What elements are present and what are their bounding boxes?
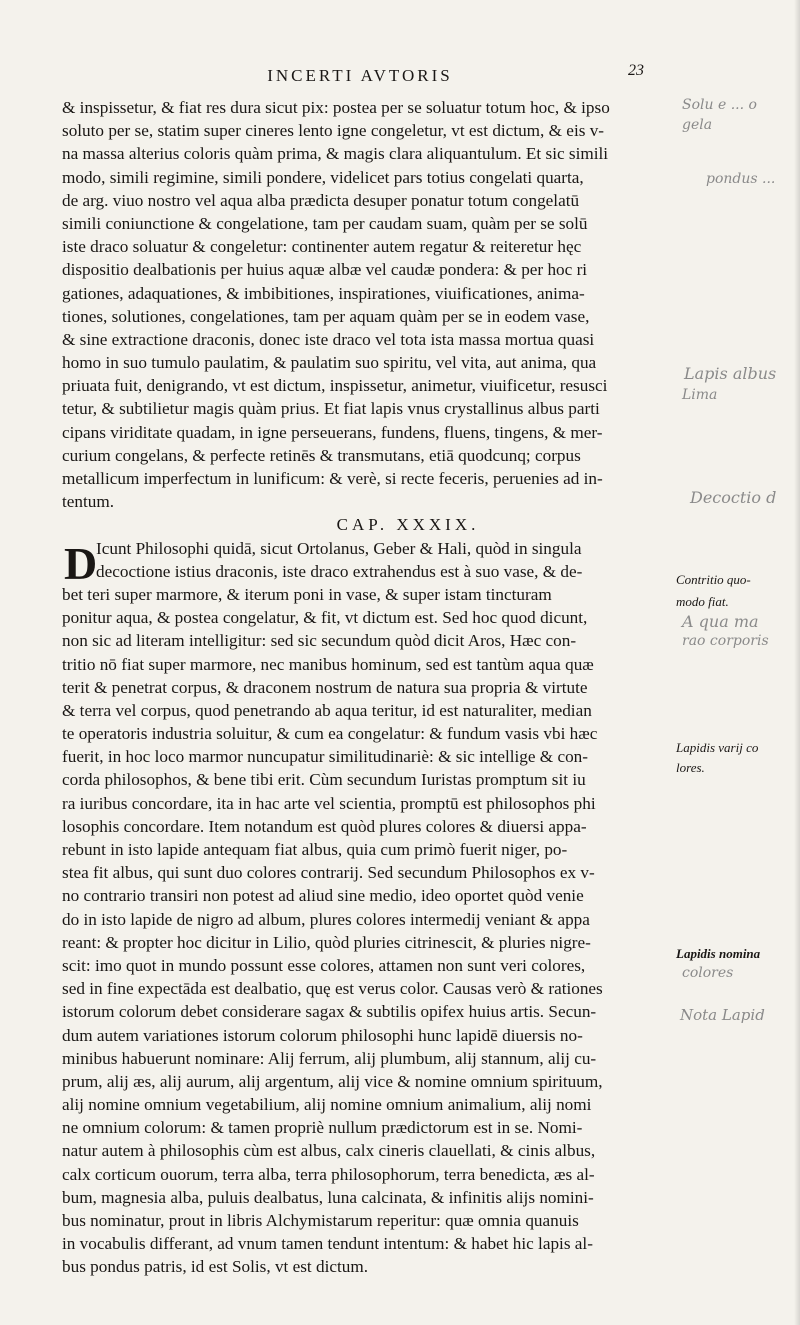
text-line: metallicum imperfectum in lunificum: & verè, si recte feceris, peruenies ad in- bbox=[62, 469, 603, 488]
text-line: calx corticum ouorum, terra alba, terra philosophorum, terra benedicta, æs al- bbox=[62, 1164, 595, 1184]
text-line: corda philosophos, & bene tibi erit. Cùm secundum Iuristas promptum sit iu bbox=[62, 770, 586, 790]
text-line: gationes, adaquationes, & imbibitiones, inspirationes, viuificationes, anima- bbox=[62, 283, 585, 303]
text-line: no contrario transiri non potest ad aliud sine medio, ideo oportet quòd venie bbox=[62, 886, 584, 906]
text-line: fuerit, in hoc loco marmor nuncupatur similitudinariè: & sic intellige & con- bbox=[62, 747, 588, 767]
text-line: non sic ad literam intelligitur: sed sic secundum quòd dicit Aros, Hæc con- bbox=[62, 631, 577, 651]
text-line: bus pondus patris, id est Solis, vt est dictum. bbox=[62, 1257, 369, 1277]
text-line: na massa alterius coloris quàm prima, & magis clara aliquantulum. Et sic simili bbox=[62, 144, 609, 164]
handwritten-note: Lima bbox=[682, 387, 718, 403]
margin-notes bbox=[676, 0, 800, 1325]
text-line: simili coniunctione & congelatione, tam per caudam suam, quàm per se solū bbox=[62, 213, 588, 233]
folio-number: 23 bbox=[628, 62, 644, 79]
text-line: homo in suo tumulo paulatim, & paulatim suo spiritu, vel vita, aut anima, qua bbox=[62, 353, 597, 373]
text-line: tiones, solutiones, congelationes, tam per aquam quàm per se in eodem vase, bbox=[62, 306, 590, 326]
chapter-heading: CAP. XXXIX. bbox=[336, 515, 480, 535]
chapter-paragraph bbox=[62, 537, 674, 1279]
text-line: natur autem à philosophis cùm est albus, calx cineris clauellati, & cinis albus, bbox=[62, 1141, 596, 1161]
handwritten-note: Nota Lapid bbox=[680, 1006, 765, 1024]
text-line: ra iuribus concordare, ita in hac arte vel scientia, promptū est philosophos phi bbox=[62, 793, 596, 813]
handwritten-note: Decoctio d bbox=[690, 488, 777, 507]
handwritten-note: A qua ma bbox=[682, 612, 759, 631]
text-line: bum, magnesia alba, puluis dealbatus, luna calcinata, & infinitis alijs nomini- bbox=[62, 1187, 594, 1207]
text-line: ne omnium colorum: & tamen propriè nullum prædictorum est in se. Nomi- bbox=[62, 1118, 583, 1138]
text-line: sed in fine expectāda est dealbatio, quę est verus color. Causas verò & rationes bbox=[62, 979, 603, 999]
text-line: Icunt Philosophi quidā, sicut Ortolanus, Geber & Hali, quòd in singula bbox=[96, 538, 582, 558]
margin-note-contritio: Contritio quo- bbox=[676, 572, 751, 587]
paragraph-continued bbox=[62, 96, 674, 513]
text-line: alij nomine omnium vegetabilium, alij nomine omnium animalium, alij nomi bbox=[62, 1095, 592, 1115]
margin-note-contritio-2: modo fiat. bbox=[676, 594, 729, 609]
text-line: istorum colorum debet considerare sagax & subtilis opifex huius artis. Secun- bbox=[62, 1002, 597, 1022]
text-line: dum autem variationes istorum colorum philosophi hunc lapidē diuersis no- bbox=[62, 1025, 583, 1045]
text-line: tetur, & subtilietur magis quàm prius. Et fiat lapis vnus crystallinus albus parti bbox=[62, 399, 600, 419]
drop-cap: D bbox=[64, 537, 98, 589]
handwritten-note: colores bbox=[682, 965, 734, 981]
text-line: in vocabulis differant, ad vnum tamen tendunt intentum: & habet hic lapis al- bbox=[62, 1234, 593, 1254]
text-line: tritio nō fiat super marmore, nec manibus hominum, sed est tantùm aqua quæ bbox=[62, 654, 594, 674]
text-line: scit: imo quot in mundo possunt esse colores, attamen non sunt veri colores, bbox=[62, 955, 586, 975]
text-line: priuata fuit, denigrando, vt est dictum, inspissetur, animetur, viuificetur, resusci bbox=[62, 376, 608, 396]
handwritten-note: Solu e ... o bbox=[682, 97, 757, 113]
text-line: & inspissetur, & fiat res dura sicut pix: postea per se soluatur totum hoc, & ipso bbox=[62, 98, 610, 117]
text-line: modo, simili regimine, simili pondere, videlicet pars totius congelati quarta, bbox=[62, 167, 584, 187]
chapter-lines bbox=[62, 537, 674, 1279]
text-line: te operatoris industria soluitur, & cum ea congelatur: & fundum vasis vbi hæc bbox=[62, 724, 598, 744]
text-line: curium congelans, & perfecte retinēs & transmutans, etiā quodcunq; corpus bbox=[62, 445, 581, 465]
text-line: iste draco soluatur & congeletur: continenter autem regatur & reiteretur hęc bbox=[62, 237, 582, 257]
text-line: reant: & propter hoc dicitur in Lilio, quòd pluries citrinescit, & pluries nigre- bbox=[62, 932, 591, 952]
text-line: rebunt in isto lapide antequam fiat albus, quia cum primò fuerit niger, po- bbox=[62, 840, 568, 859]
text-line: dispositio dealbationis per huius aquæ albæ vel caudæ pondera: & per hoc ri bbox=[62, 260, 588, 280]
text-line: decoctione istius draconis, iste draco extrahendus est à suo vase, & de- bbox=[96, 561, 583, 581]
text-line: de arg. viuo nostro vel aqua alba prædicta desuper ponatur totum congelatū bbox=[62, 190, 580, 210]
text-line: tentum. bbox=[62, 492, 115, 512]
handwritten-note: Lapis albus bbox=[684, 364, 777, 383]
text-line: minibus habuerunt nominare: Alij ferrum, alij plumbum, alij stannum, alij cu- bbox=[62, 1048, 597, 1068]
text-line: prum, alij æs, alij aurum, alij argentum, alij vice & nomine omnium spirituum, bbox=[62, 1071, 603, 1091]
handwritten-note: gela bbox=[682, 117, 713, 133]
margin-note-colores-2: lores. bbox=[676, 760, 705, 775]
text-line: & terra vel corpus, quod penetrando ab aqua teritur, id est naturaliter, median bbox=[62, 700, 592, 720]
margin-note-nomina: Lapidis nomina bbox=[676, 946, 761, 961]
text-line: bet teri super marmore, & iterum poni in vase, & super istam tincturam bbox=[62, 584, 552, 604]
text-line: cipans viriditate quadam, in igne perseuerans, fundens, fluens, tingens, & mer- bbox=[62, 422, 603, 442]
text-line: stea fit albus, qui sunt duo colores contrarij. Sed secundum Philosophos ex v- bbox=[62, 863, 595, 883]
text-line: ponitur aqua, & postea congelatur, & fit, vt dictum est. Sed hoc quod dicunt, bbox=[62, 608, 588, 628]
text-line: soluto per se, statim super cineres lento igne congeletur, vt est dictum, & eis v- bbox=[62, 121, 605, 141]
text-line: bus nominatur, prout in libris Alchymistarum reperitur: quæ omnia quanuis bbox=[62, 1211, 579, 1230]
text-line: do in isto lapide de nigro ad album, plures colores intermedij veniant & appa bbox=[62, 909, 590, 929]
text-line: terit & penetrat corpus, & draconem nostrum de natura sua propria & virtute bbox=[62, 677, 588, 697]
main-text bbox=[62, 96, 674, 1279]
handwritten-note: rao corporis bbox=[682, 633, 769, 649]
margin-note-colores: Lapidis varij co bbox=[676, 740, 759, 755]
text-line: & sine extractione draconis, donec iste draco vel tota ista massa mortua quasi bbox=[62, 329, 595, 349]
handwritten-note: pondus ... bbox=[706, 171, 776, 187]
text-line: losophis concordare. Item notandum est quòd plures colores & diuersi appa- bbox=[62, 816, 587, 836]
running-head: INCERTI AVTORIS bbox=[267, 66, 453, 85]
